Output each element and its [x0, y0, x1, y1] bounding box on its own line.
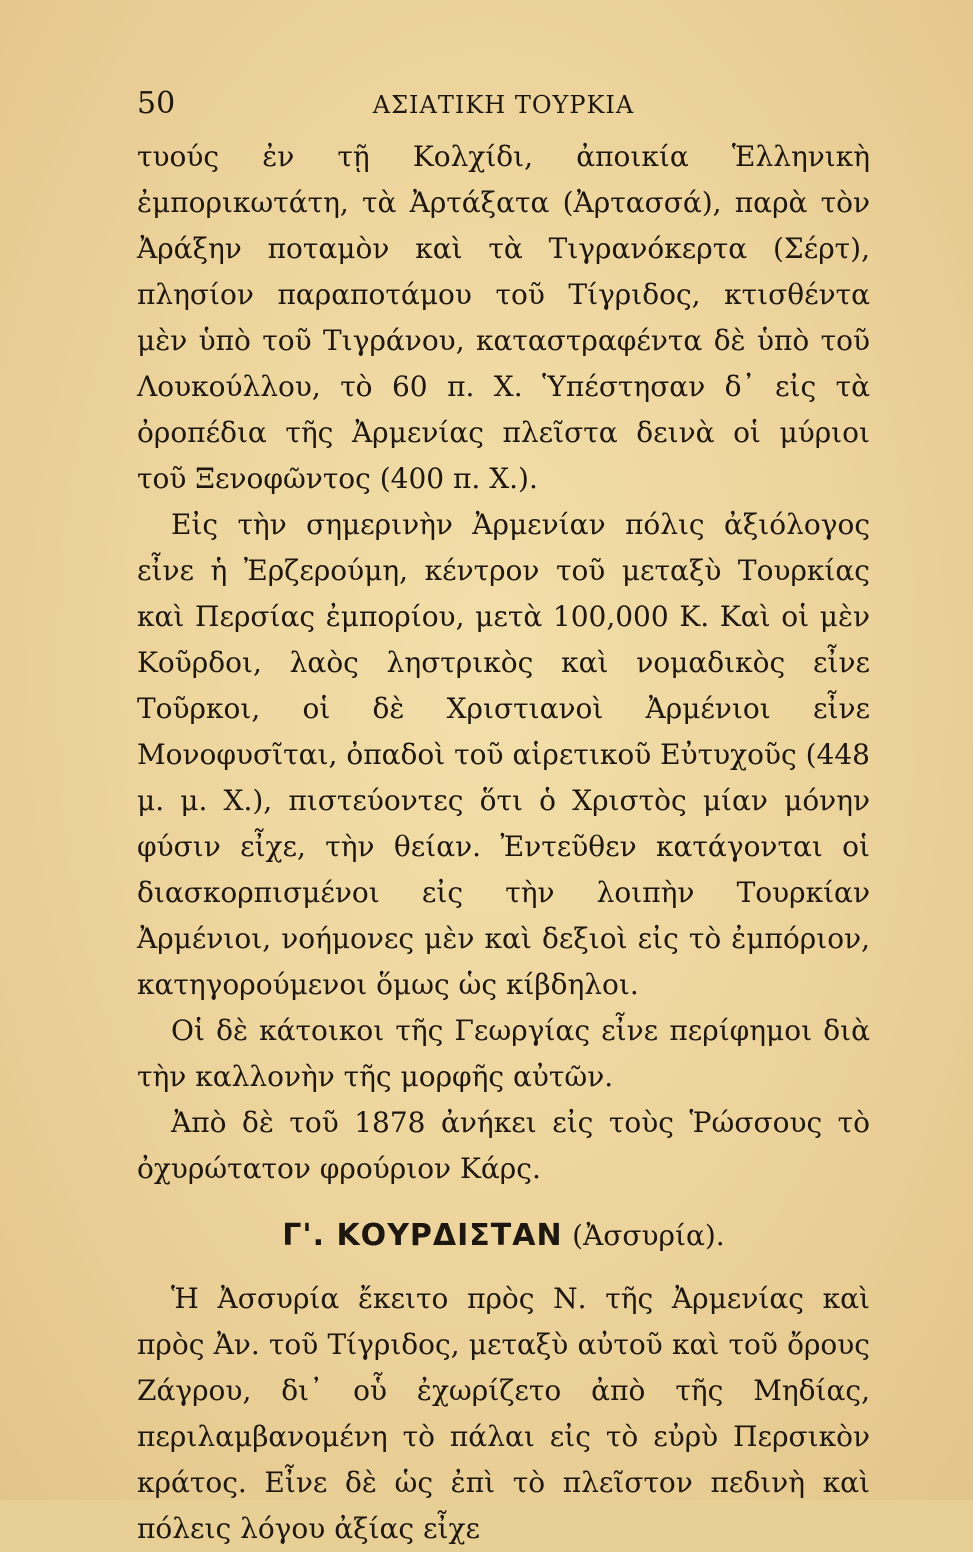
- paragraph: τυούς ἐν τῇ Κολχίδι, ἀποικία Ἑλληνικὴ ἐμπορικωτάτη, τὰ Ἀρτάξατα (Ἀρτασσά), παρὰ τὸν Ἀράξην ποταμὸν καὶ τὰ Τιγρανόκερτα (Σέρτ), πλησίον παραποτάμου τοῦ Τίγριδος, κτισθέντα μὲν ὑπὸ τοῦ Τιγράνου, καταστραφέντα δὲ ὑπὸ τοῦ Λουκούλλου, τὸ 60 π. Χ. Ὑπέστησαν δ᾽ εἰς τὰ ὀροπέδια τῆς Ἀρμενίας πλεῖστα δεινὰ οἱ μύριοι τοῦ Ξενοφῶντος (400 π. Χ.).: [137, 140, 870, 495]
- page-number: 50: [137, 86, 176, 121]
- page-header: [137, 84, 870, 124]
- paragraph: Εἰς τὴν σημερινὴν Ἀρμενίαν πόλις ἀξιόλογος εἶνε ἡ Ἐρζερούμη, κέντρον τοῦ μεταξὺ Τουρκίας καὶ Περσίας ἐμπορίου, μετὰ 100,000 Κ. Καὶ οἱ μὲν Κοῦρδοι, λαὸς ληστρικὸς καὶ νομαδικὸς εἶνε Τοῦρκοι, οἱ δὲ Χριστιανοὶ Ἀρμένιοι εἶνε Μονοφυσῖται, ὀπαδοὶ τοῦ αἱρετικοῦ Εὐτυχοῦς (448 μ. μ. Χ.), πιστεύοντες ὅτι ὁ Χριστὸς μίαν μόνην φύσιν εἶχε, τὴν θείαν. Ἐντεῦθεν κατάγονται οἱ διασκορπισμένοι εἰς τὴν λοιπὴν Τουρκίαν Ἀρμένιοι, νοήμονες μὲν καὶ δεξιοὶ εἰς τὸ ἐμπόριον, κατηγορούμενοι ὅμως ὡς κίβδηλοι.: [137, 508, 870, 1001]
- body-text: [137, 134, 870, 1552]
- section-heading: [137, 1210, 870, 1262]
- running-title: ΑΣΙΑΤΙΚΗ ΤΟΥΡΚΙΑ: [372, 91, 635, 119]
- paragraph: Οἱ δὲ κάτοικοι τῆς Γεωργίας εἶνε περίφημοι διὰ τὴν καλλονὴν τῆς μορφῆς αὐτῶν.: [137, 1014, 870, 1093]
- paragraph: Ἡ Ἀσσυρία ἔκειτο πρὸς Ν. τῆς Ἀρμενίας καὶ πρὸς Ἀν. τοῦ Τίγριδος, μεταξὺ αὐτοῦ καὶ τοῦ ὄρους Ζάγρου, δι᾽ οὗ ἐχωρίζετο ἀπὸ τῆς Μηδίας, περιλαμβανομένη τὸ πάλαι εἰς τὸ εὐρὺ Περσικὸν κράτος. Εἶνε δὲ ὡς ἐπὶ τὸ πλεῖστον πεδινὴ καὶ πόλεις λόγου ἀξίας εἶχε: [137, 1282, 870, 1545]
- section-subtitle: (Ἀσσυρία).: [572, 1219, 725, 1252]
- section-title: Γ'. ΚΟΥΡΔΙΣΤΑΝ: [282, 1218, 563, 1253]
- paragraph: Ἀπὸ δὲ τοῦ 1878 ἀνήκει εἰς τοὺς Ῥώσσους τὸ ὀχυρώτατον φρούριον Κάρς.: [137, 1106, 870, 1185]
